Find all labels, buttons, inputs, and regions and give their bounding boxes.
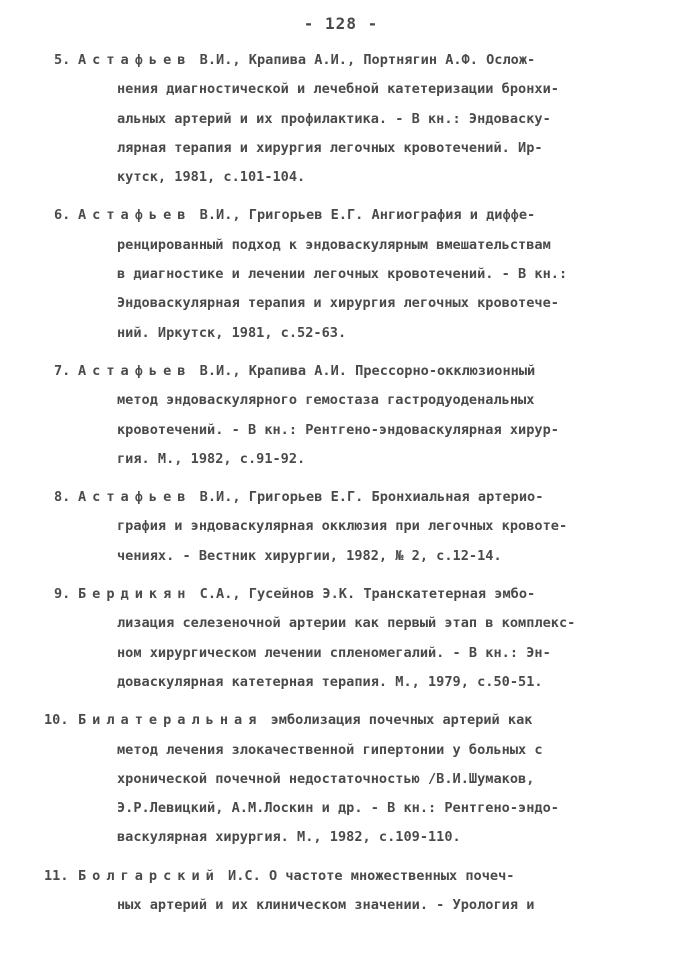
entry-continuation-line: Эндоваскулярная терапия и хирургия легочных кровотече- (117, 295, 559, 312)
entry-continuation-line: ном хирургическом лечении спленомегалий. - В кн.: Эн- (117, 644, 551, 661)
entry-continuation-line: кровотечений. - В кн.: Рентгено-эндоваскулярная хирур- (117, 421, 559, 438)
entry-continuation-line: васкулярная хирургия. М., 1982, с.109-110. (117, 829, 461, 846)
entry-first-line (0, 46, 682, 75)
entry-number: 6. (54, 207, 71, 224)
entry-first-line (0, 483, 682, 512)
entry-first-text: В.И., Крапива А.И. Прессорно-окклюзионный (191, 362, 536, 379)
entry-continuation-line: нения диагностической и лечебной катетеризации бронхи- (117, 81, 559, 98)
entry-first-line (0, 357, 682, 386)
entry-first-text: И.С. О частоте множественных почеч- (219, 867, 515, 884)
entry-continuation-line: гия. М., 1982, с.91-92. (117, 450, 306, 467)
entry-continuation-line: лярная терапия и хирургия легочных кровотечений. Ир- (117, 139, 543, 156)
bibliography-entry (0, 46, 682, 192)
entry-continuation-line: кутск, 1981, с.101-104. (117, 169, 306, 186)
entry-continuation-line: альных артерий и их профилактика. - В кн.: Эндоваску- (117, 110, 551, 127)
entry-first-line (0, 862, 682, 891)
entry-continuation-line: ренцированный подход к эндоваскулярным вмешательствам (117, 236, 551, 253)
entry-number: 9. (54, 586, 71, 603)
entry-continuation-line: ний. Иркутск, 1981, с.52-63. (117, 324, 347, 341)
entry-author: Астафьев (78, 52, 192, 68)
entry-first-text: В.И., Крапива А.И., Портнягин А.Ф. Ослож- (191, 52, 536, 68)
entry-first-line (0, 706, 682, 735)
entry-first-text: С.А., Гусейнов Э.К. Транскатетерная эмбо- (191, 586, 536, 603)
bibliography-entry (0, 483, 682, 571)
entry-number: 8. (54, 489, 71, 506)
entry-first-text: В.И., Григорьев Е.Г. Бронхиальная артерио- (191, 489, 544, 506)
entry-author: Астафьев (78, 489, 192, 506)
entry-number: 10. (44, 712, 69, 729)
entry-continuation-line: метод лечения злокачественной гипертонии у больных с (117, 741, 543, 758)
entry-number: 5. (54, 52, 71, 68)
bibliography-entry (0, 706, 682, 852)
entry-continuation-line: Э.Р.Левицкий, А.М.Лоскин и др. - В кн.: Рентгено-эндо- (117, 800, 559, 817)
entry-author: Билатеральная (78, 712, 263, 729)
entry-author: Астафьев (78, 362, 192, 379)
entry-number: 7. (54, 362, 71, 379)
entry-continuation-line: чениях. - Вестник хирургии, 1982, № 2, с.12-14. (117, 547, 502, 564)
entry-author: Болгарский (78, 867, 220, 884)
bibliography-entry (0, 862, 682, 921)
entry-continuation-line: метод эндоваскулярного гемостаза гастродуоденальных (117, 392, 535, 409)
bibliography-entry (0, 580, 682, 697)
entry-continuation-line: графия и эндоваскулярная окклюзия при легочных кровоте- (117, 518, 568, 535)
entry-first-text: эмболизация почечных артерий как (262, 712, 533, 729)
bibliography-entry (0, 201, 682, 347)
entry-continuation-line: лизация селезеночной артерии как первый этап в комплекс- (117, 615, 576, 632)
entry-author: Астафьев (78, 207, 192, 224)
entry-first-line (0, 201, 682, 230)
entry-continuation-line: доваскулярная катетерная терапия. М., 1979, с.50-51. (117, 673, 543, 690)
entry-number: 11. (44, 867, 69, 884)
entry-continuation-line: ных артерий и их клиническом значении. - Урология и (117, 897, 535, 914)
entry-continuation-line: хронической почечной недостаточностью /В.И.Шумаков, (117, 770, 535, 787)
entry-continuation-line: в диагностике и лечении легочных кровотечений. - В кн.: (117, 266, 568, 283)
bibliography-list (0, 46, 682, 929)
entry-first-text: В.И., Григорьев Е.Г. Ангиография и диффе- (191, 207, 536, 224)
page-number: - 128 - (303, 14, 379, 33)
entry-first-line (0, 580, 682, 609)
entry-author: Бердикян (78, 586, 192, 603)
bibliography-entry (0, 357, 682, 474)
